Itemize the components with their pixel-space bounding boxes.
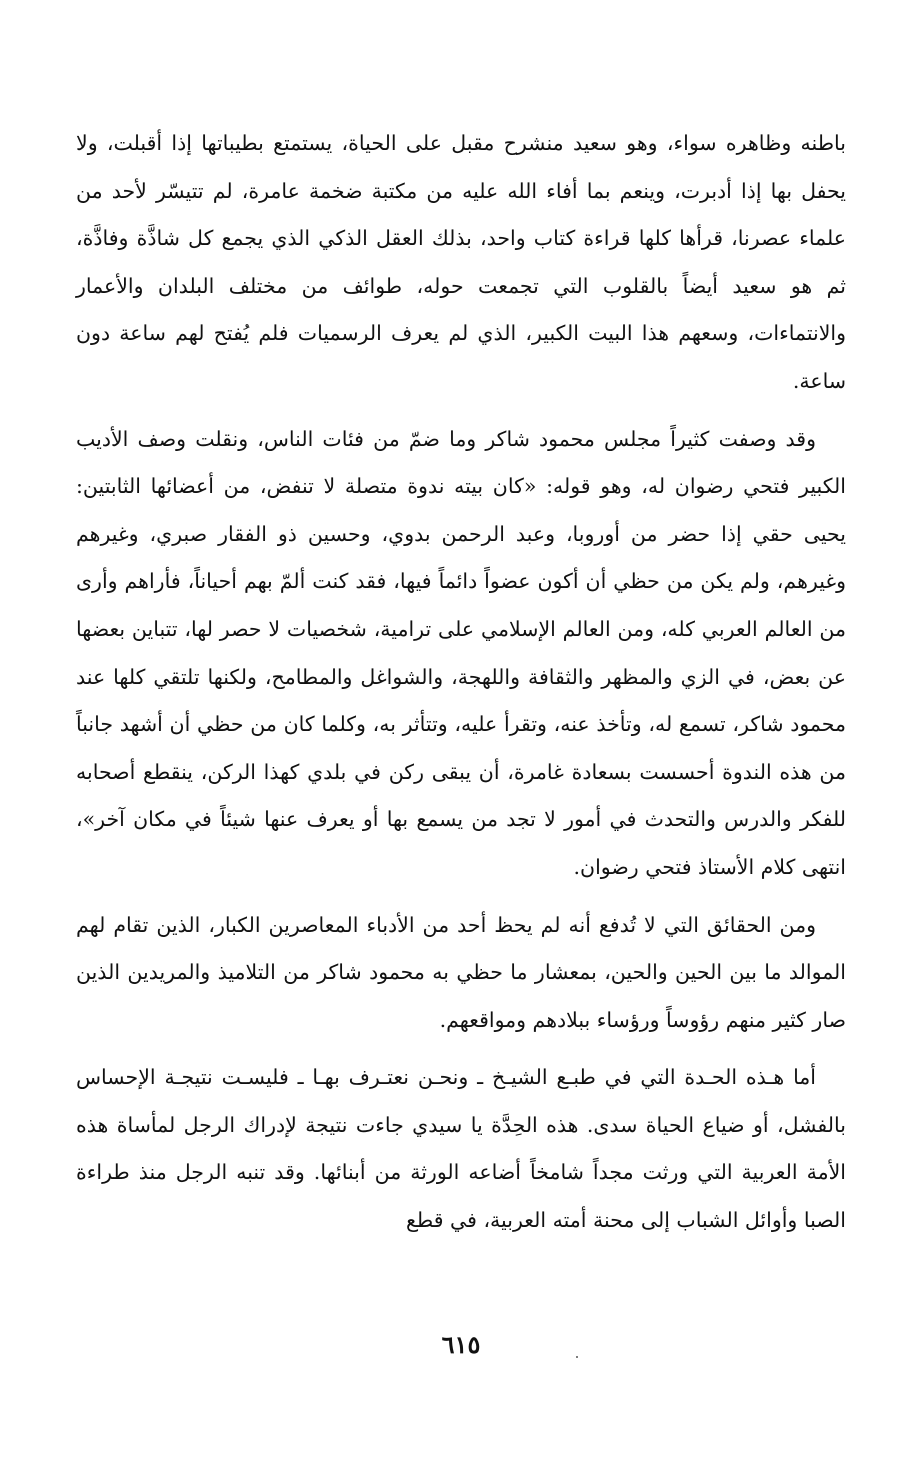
- body-text: [76, 120, 846, 1255]
- paragraph-2: وقد وصفت كثيراً مجلس محمود شاكر وما ضمّ من فئات الناس، ونقلت وصف الأديب الكبير فتحي رضوان له، وهو قوله: «كان بيته ندوة متصلة لا تنفض، من أعضائها الثابتين: يحيى حقي إذا حضر من أوروبا، وعبد الرحمن بدوي، وحسين ذو الفقار صبري، وغيرهم وغيرهم، ولم يكن من حظي أن أكون عضواً دائماً فيها، فقد كنت ألمّ بهم أحياناً، فأراهم وأرى من العالم العربي كله، ومن العالم الإسلامي على ترامية، شخصيات لا حصر لها، تتباين بعضها عن بعض، في الزي والمظهر والثقافة واللهجة، والشواغل والمطامح، ولكنها تلتقي كلها عند محمود شاكر، تسمع له، وتأخذ عنه، وتقرأ عليه، وتتأثر به، وكلما كان من حظي أن أشهد جانباً من هذه الندوة أحسست بسعادة غامرة، أن يبقى ركن في بلدي كهذا الركن، ينقطع أصحابه للفكر والدرس والتحدث في أمور لا تجد من يسمع بها أو يعرف عنها شيئاً في مكان آخر»، انتهى كلام الأستاذ فتحي رضوان.: [76, 426, 846, 879]
- scan-speck: [576, 1356, 578, 1358]
- paragraph-3: ومن الحقائق التي لا تُدفع أنه لم يحظ أحد من الأدباء المعاصرين الكبار، الذين تقام لهم الموالد ما بين الحين والحين، بمعشار ما حظي به محمود شاكر من التلاميذ والمريدين الذين صار كثير منهم رؤوساً ورؤساء ببلادهم ومواقعهم.: [76, 912, 846, 1032]
- paragraph-1: باطنه وظاهره سواء، وهو سعيد منشرح مقبل على الحياة، يستمتع بطيباتها إذا أقبلت، ولا يحفل بها إذا أدبرت، وينعم بما أفاء الله عليه من مكتبة ضخمة عامرة، لم تتيسّر لأحد من علماء عصرنا، قرأها كلها قراءة كتاب واحد، بذلك العقل الذكي الذي يجمع كل شاذَّة وفاذَّة، ثم هو سعيد أيضاً بالقلوب التي تجمعت حوله، طوائف من مختلف البلدان والأعمار والانتماءات، وسعهم هذا البيت الكبير، الذي لم يعرف الرسميات فلم يُفتح لهم ساعة دون ساعة.: [76, 131, 846, 393]
- page-number: ٦١٥: [441, 1330, 481, 1359]
- paragraph-4: أما هـذه الحـدة التي في طبـع الشيـخ ـ ونحـن نعتـرف بهـا ـ فليسـت نتيجـة الإحساس بالفشل، أو ضياع الحياة سدى. هذه الحِدَّة يا سيدي جاءت نتيجة لإدراك الرجل لمأساة هذه الأمة العربية التي ورثت مجداً شامخاً أضاعه الورثة من أبنائها. وقد تنبه الرجل منذ طراءة الصبا وأوائل الشباب إلى محنة أمته العربية، في قطع: [76, 1065, 846, 1233]
